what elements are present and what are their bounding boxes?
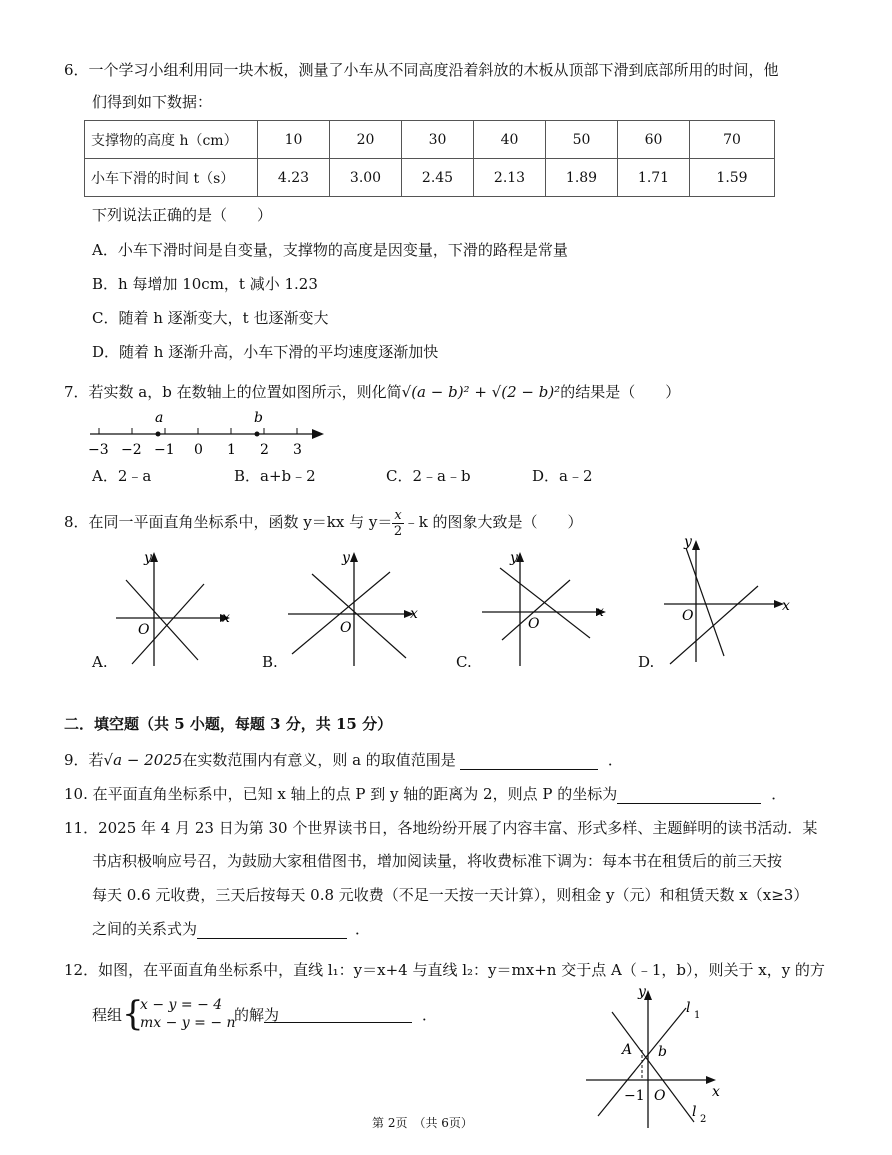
q11-line4 [92,919,370,939]
q8-label-a: A. [92,653,108,671]
table-cell: 2.13 [474,159,546,197]
q11-line1: 11．2025 年 4 月 23 日为第 30 个世界读书日，各地纷纷开展了内容丰富、形式多样、主题鲜明的读书活动．某 [64,819,818,837]
q7-number-line [84,408,334,458]
table-cell: 70 [690,121,775,159]
q7-option-c: C．2﹣a﹣b [386,467,471,485]
axis-y-label: y [144,550,152,566]
axis-y-label: y [342,550,350,566]
tick-label: 3 [293,442,302,458]
fig-origin-label: O [654,1088,666,1104]
axis-y-label: y [510,550,518,566]
frac-num: x [394,507,402,523]
page-footer: 第 2页 （共 6页） [372,1116,473,1130]
table-cell: 4.23 [258,159,330,197]
tick-label: −3 [88,442,109,458]
table-cell: 2.45 [402,159,474,197]
tick-label: 2 [260,442,269,458]
q11-line4-text: 之间的关系式为 [92,920,198,938]
q12-figure [582,982,732,1132]
table-row-height [85,121,775,159]
q8-text-before: 8．在同一平面直角坐标系中，函数 y＝kx 与 y＝ [64,513,393,531]
table-cell: 1.59 [690,159,775,197]
q8-graph-b [286,544,426,668]
q7-text-after: 的结果是（ ） [560,383,681,401]
q7-stem [64,382,680,402]
q9-answer-blank[interactable] [460,753,598,770]
axis-x-label: x [222,610,230,626]
point-b-label: b [254,410,263,426]
q12-answer-blank[interactable] [264,1006,412,1023]
q9-end: ． [607,751,623,769]
q8-graph-c [480,544,620,668]
fig-l2-sub: 2 [700,1114,707,1125]
fig-minus1-label: −1 [624,1088,645,1104]
q11-end: ． [355,920,371,938]
q6-line2: 们得到如下数据： [92,93,213,111]
q12-brace: { [122,994,144,1034]
q12-line1: 12．如图，在平面直角坐标系中，直线 l₁：y＝x+4 与直线 l₂：y＝mx+n 交于点 A（﹣1，b），则关于 x，y 的方 [64,961,825,979]
axis-x-label: x [596,604,604,620]
tick-label: 0 [194,442,203,458]
q10-text: 10. 在平面直角坐标系中，已知 x 轴上的点 P 到 y 轴的距离为 2，则点 P 的坐标为 [64,785,618,803]
table-cell: 20 [330,121,402,159]
q6-option-d: D．随着 h 逐渐升高，小车下滑的平均速度逐渐加快 [92,343,439,361]
q12-eq1: x − y = − 4 [140,997,223,1013]
q8-label-c: C. [456,653,472,671]
q10-answer-blank[interactable] [617,787,761,804]
q8-text-after: ﹣k 的图象大致是（ ） [403,513,583,531]
number-line-ticks [99,428,297,434]
q9-text-before: 9．若 [64,751,104,769]
q11-line3: 每天 0.6 元收费，三天后按每天 0.8 元收费（不足一天按一天计算），则租金 y（元）和租赁天数 x（x≥3） [92,886,809,904]
table-cell: 10 [258,121,330,159]
q8-label-d: D. [638,653,655,671]
q12-suffix: 的解为 [234,1006,280,1024]
table-header-height: 支撑物的高度 h（cm） [85,121,258,159]
origin-label: O [528,616,540,632]
fig-point-a: A [622,1042,633,1058]
origin-label: O [138,622,150,638]
q9-text-after: 在实数范围内有意义，则 a 的取值范围是 [182,751,456,769]
q6-data-table [84,120,775,197]
q11-answer-blank[interactable] [197,922,347,939]
fig-l1-sub: 1 [694,1010,701,1021]
q9-formula: √a − 2025 [103,751,183,769]
point-b-dot [255,432,260,437]
q7-option-b: B．a+b﹣2 [234,467,316,485]
origin-label: O [682,608,694,624]
q12-eq2: mx − y = − n [140,1015,236,1031]
table-cell: 1.71 [618,159,690,197]
q10-stem [64,784,786,804]
q8-stem [64,500,583,544]
table-cell: 30 [402,121,474,159]
fig-b-label: b [658,1044,667,1060]
q11-line2: 书店积极响应号召，为鼓励大家租借图书，增加阅读量，将收费标准下调为：每本书在租赁后的前三天按 [92,852,783,870]
frac-den: 2 [393,523,403,539]
table-cell: 50 [546,121,618,159]
fig-x-label: x [712,1084,720,1100]
table-header-time: 小车下滑的时间 t（s） [85,159,258,197]
table-row-time [85,159,775,197]
fig-l2-label: l [692,1104,697,1120]
table-cell: 1.89 [546,159,618,197]
q7-option-d: D．a﹣2 [532,467,593,485]
q6-line1: 6．一个学习小组利用同一块木板，测量了小车从不同高度沿着斜放的木板从顶部下滑到底部所用的时间，他 [64,61,779,79]
q6-option-c: C．随着 h 逐渐变大，t 也逐渐变大 [92,309,329,327]
q9-stem [64,750,623,770]
q12-end: ． [422,1006,438,1024]
q7-option-a: A．2﹣a [92,467,152,485]
tick-label: −1 [154,442,175,458]
fig-l1-label: l [686,1000,691,1016]
q8-fraction [392,508,403,539]
axis-x-label: x [782,598,790,614]
q6-option-a: A．小车下滑时间是自变量，支撑物的高度是因变量，下滑的路程是常量 [92,241,568,259]
tick-label: 1 [227,442,236,458]
origin-label: O [340,620,352,636]
table-cell: 60 [618,121,690,159]
q6-question: 下列说法正确的是（ ） [92,206,273,224]
q6-option-b: B．h 每增加 10cm，t 减小 1.23 [92,275,318,293]
point-a-dot [156,432,161,437]
axis-x-label: x [410,606,418,622]
q10-end: ． [771,785,787,803]
q8-label-b: B. [262,653,278,671]
table-cell: 3.00 [330,159,402,197]
q7-formula: √(a − b)² + √(2 − b)² [401,383,561,401]
axis-y-label: y [684,534,692,550]
q12-prefix: 程组 [92,1006,123,1024]
q8-graph-d [662,534,802,668]
table-cell: 40 [474,121,546,159]
point-a-label: a [155,410,164,426]
q8-graph-a [112,544,242,668]
tick-label: −2 [121,442,142,458]
line-l2 [612,1012,697,1122]
q7-text-before: 7．若实数 a，b 在数轴上的位置如图所示，则化简 [64,383,402,401]
section-2-heading: 二．填空题（共 5 小题，每题 3 分，共 15 分） [64,715,393,733]
fig-y-label: y [638,984,646,1000]
